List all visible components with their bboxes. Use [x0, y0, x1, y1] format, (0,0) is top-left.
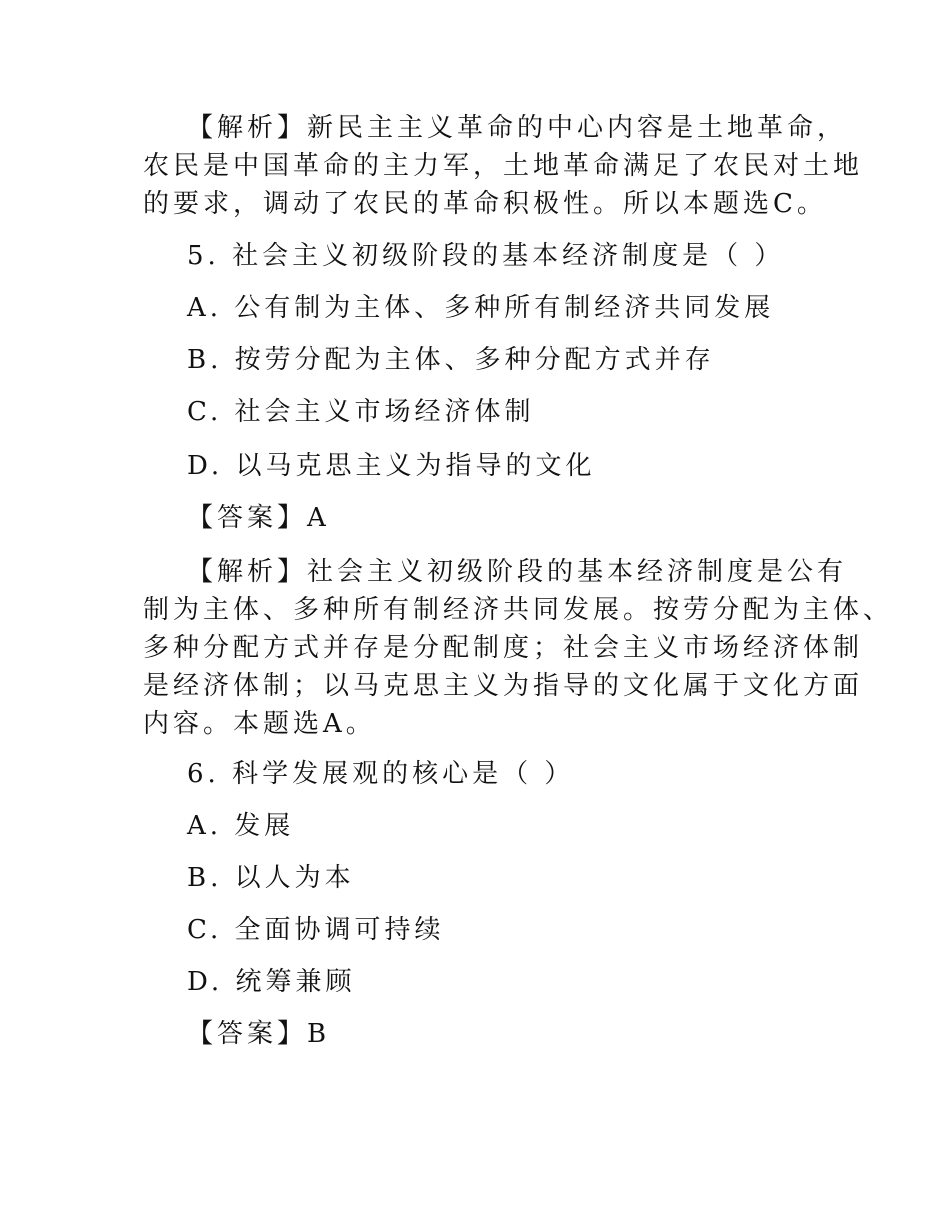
question-6-answer: 【答案】B [187, 1019, 331, 1049]
question-5-option-a: A. 公有制为主体、多种所有制经济共同发展 [187, 293, 775, 323]
question-6-option-c: C. 全面协调可持续 [187, 915, 445, 945]
analysis-5-line-2: 制为主体、多种所有制经济共同发展。按劳分配为主体、 [143, 595, 894, 625]
analysis-4-line-1: 【解析】新民主主义革命的中心内容是土地革命， [187, 113, 848, 143]
question-6-option-b: B. 以人为本 [187, 863, 355, 893]
analysis-5-line-3: 多种分配方式并存是分配制度；社会主义市场经济体制 [143, 633, 864, 663]
analysis-4-line-2: 农民是中国革命的主力军，土地革命满足了农民对土地 [143, 151, 864, 181]
question-5-option-d: D. 以马克思主义为指导的文化 [187, 451, 596, 481]
question-6-option-d: D. 统筹兼顾 [187, 967, 356, 997]
question-5-answer: 【答案】A [187, 503, 330, 533]
question-6-option-a: A. 发展 [187, 811, 295, 841]
analysis-5-line-1: 【解析】社会主义初级阶段的基本经济制度是公有 [187, 557, 848, 587]
analysis-4-line-3: 的要求，调动了农民的革命积极性。所以本题选C。 [143, 189, 827, 219]
question-5-option-c: C. 社会主义市场经济体制 [187, 397, 535, 427]
analysis-5-line-5: 内容。本题选A。 [143, 709, 376, 739]
question-5-option-b: B. 按劳分配为主体、多种分配方式并存 [187, 345, 715, 375]
question-5-stem: 5. 社会主义初级阶段的基本经济制度是（ ） [187, 241, 785, 271]
analysis-5-line-4: 是经济体制；以马克思主义为指导的文化属于文化方面 [143, 671, 864, 701]
question-6-stem: 6. 科学发展观的核心是（ ） [187, 759, 575, 789]
